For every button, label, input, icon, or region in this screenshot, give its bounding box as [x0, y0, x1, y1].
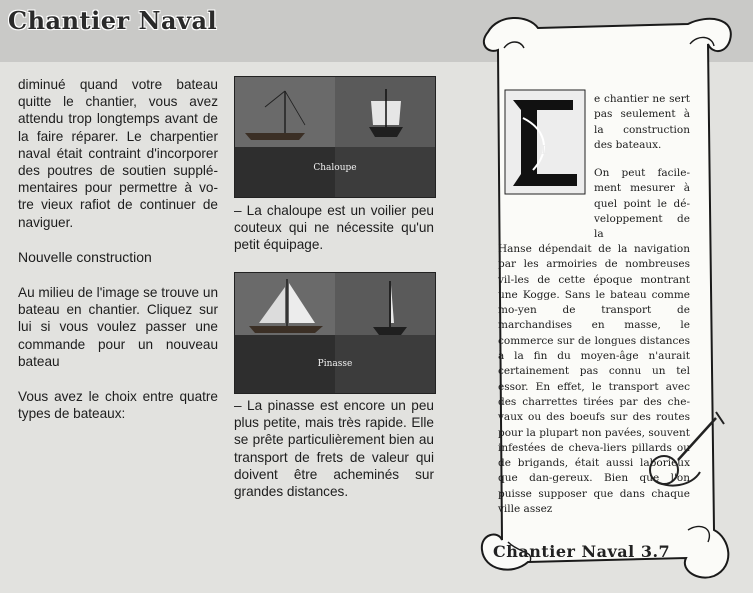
dropcap-letter: L — [541, 143, 549, 157]
chaloupe-screenshot — [234, 76, 436, 198]
pinasse-screenshot — [234, 272, 436, 394]
scroll-text-1: e chantier ne sert pas seulement à la construction des bateaux. — [594, 93, 690, 151]
scroll-text-3: Hanse dépendait de la navigation par les armoiries de nombreuses vil-les de cette époque montrant une Kogge. Sans le bateau comme mo-yen de transport de marchandises en masse, le commerce sur de longues distances à la fin du moyen-âge n'aurait certainement pas connu un tel essor. En effet, le transport avec des charrettes tirées par des che-vaux ou des boeufs sur des routes pour la plupart non pavées, souvent infestées de cheva-liers pillards ou de brigands, était aussi laborieux que dan-gereux. Bien que l'on puisse supposer que dans chaque ville assez — [498, 243, 690, 516]
scroll-footer: Chantier Naval 3.7 — [493, 542, 671, 561]
pinasse-caption: Pinasse — [317, 359, 353, 369]
left-paragraph-1: diminué quand votre bateau quitte le chantier, vous avez attendu trop longtemps avant de la faire réparer. Le charpentier naval était contraint d'incorporer des poutres de soutien supplé-mentaires pour permettre à vo-tre vieux rafiot de continuer de naviguer. — [18, 77, 218, 230]
scroll-text-2: On peut facile-ment mesurer à quel point le dé-veloppement de la — [594, 167, 690, 241]
chaloupe-illustration — [235, 77, 435, 197]
left-column — [18, 76, 218, 440]
dropcap-ornament — [503, 88, 587, 196]
chaloupe-caption: Chaloupe — [313, 163, 357, 173]
pinasse-text: – La pinasse est encore un peu plus petite, mais très rapide. Elle se prête particulièrement bien au transport de frets de valeur qui doivent être acheminés sur grandes distances. — [234, 398, 434, 500]
left-paragraph-3: Vous avez le choix entre quatre types de bateaux: — [18, 389, 218, 422]
section-heading: Nouvelle construction — [18, 248, 152, 265]
page-title: Chantier Naval — [8, 6, 218, 35]
chaloupe-text: – La chaloupe est un voilier peu couteux qui ne nécessite qu'un petit équipage. — [234, 203, 434, 253]
left-paragraph-2: Au milieu de l'image se trouve un bateau en chantier. Cliquez sur lui si vous voulez passer une commande pour un nouveau bateau — [18, 285, 218, 369]
pinasse-illustration — [235, 273, 435, 393]
